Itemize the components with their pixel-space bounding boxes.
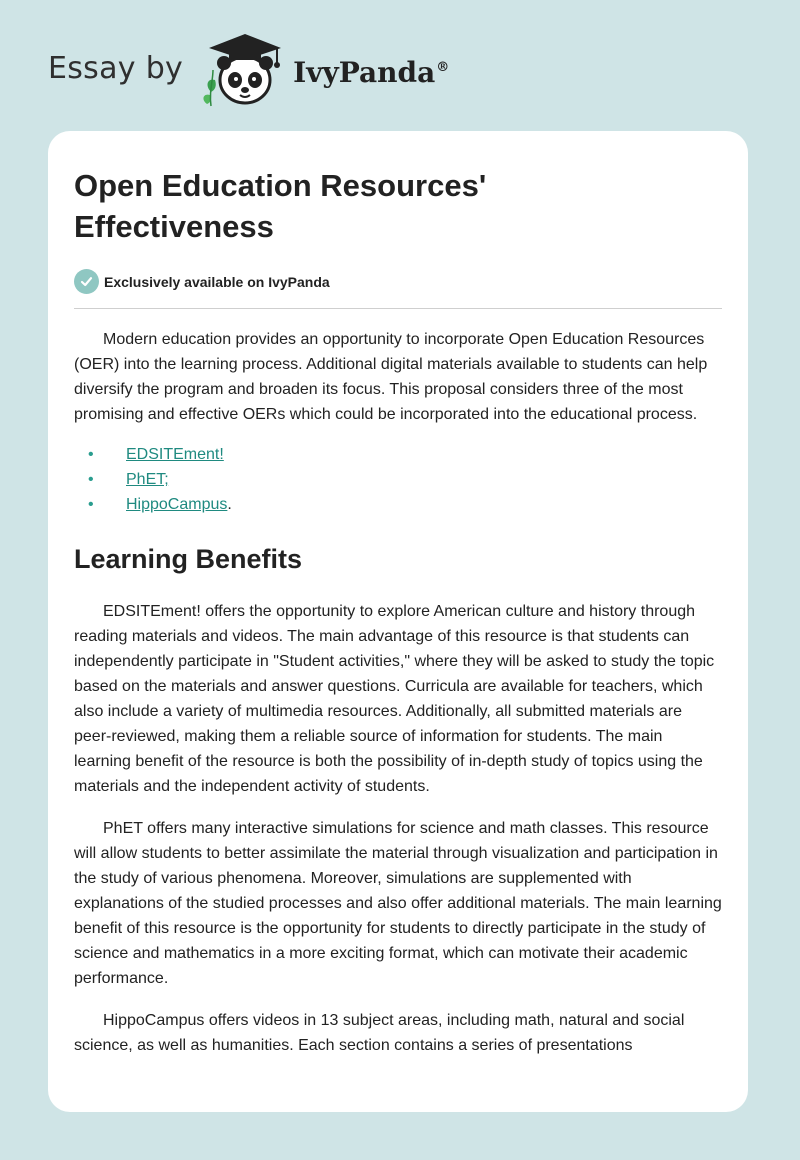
link-edsitement[interactable]: EDSITEment! (126, 446, 224, 463)
list-item-suffix: . (227, 496, 232, 513)
panda-logo-icon[interactable] (197, 30, 289, 110)
exclusive-label: Exclusively available on IvyPanda (104, 273, 330, 290)
bullet-dot-icon: • (88, 496, 94, 513)
site-header (48, 30, 449, 110)
list-item (74, 467, 722, 492)
essay-title: Open Education Resources' Effectiveness (74, 168, 487, 244)
bullet-dot-icon: • (88, 446, 94, 463)
brand-name-text: IvyPanda (293, 55, 436, 89)
title-divider (74, 308, 722, 309)
check-circle-icon (74, 269, 99, 294)
body-paragraph: HippoCampus offers videos in 13 subject areas, including math, natural and social science, as well as humanities. Each section contains a series of presentations (74, 1012, 685, 1054)
resource-list (74, 442, 722, 517)
bullet-dot-icon: • (88, 471, 94, 488)
link-hippocampus[interactable]: HippoCampus (126, 496, 228, 513)
list-item (74, 492, 722, 517)
list-item (74, 442, 722, 467)
body-paragraph: PhET offers many interactive simulations for science and math classes. This resource will allow students to better assimilate the material through visualization and participation in the study of various phenomena. Moreover, simulations are supplemented with explanations of the studied processes and also offer additional materials. The main learning benefit of this resource is the opportunity for students to directly participate in the study of science and mathematics in a more exciting format, which can motivate their academic performance. (74, 820, 722, 987)
intro-paragraph: Modern education provides an opportunity to incorporate Open Education Resources (OER) into the learning process. Additional digital materials available to students can help diversify the program and broaden its focus. This proposal considers three of the most promising and effective OERs which could be incorporated into the educational process. (74, 331, 708, 423)
body-paragraph: EDSITEment! offers the opportunity to explore American culture and history through reading materials and videos. The main advantage of this resource is that students can independently participate in "Student activities," where they will be asked to study the topic based on the materials and answer questions. Curricula are available for teachers, which also include a variety of multimedia resources. Additionally, all submitted materials are peer-reviewed, making them a reliable source of information for students. The main learning benefit of the resource is both the possibility of in-depth study of topics using the materials and the independent activity of students. (74, 603, 715, 795)
link-phet[interactable]: PhET; (126, 471, 169, 488)
registered-mark: ® (436, 60, 450, 76)
essay-card (48, 131, 748, 1112)
section-heading: Learning Benefits (74, 544, 303, 574)
essay-by-label: Essay by (48, 50, 184, 86)
exclusive-badge (74, 269, 722, 294)
brand-name[interactable] (293, 56, 449, 89)
